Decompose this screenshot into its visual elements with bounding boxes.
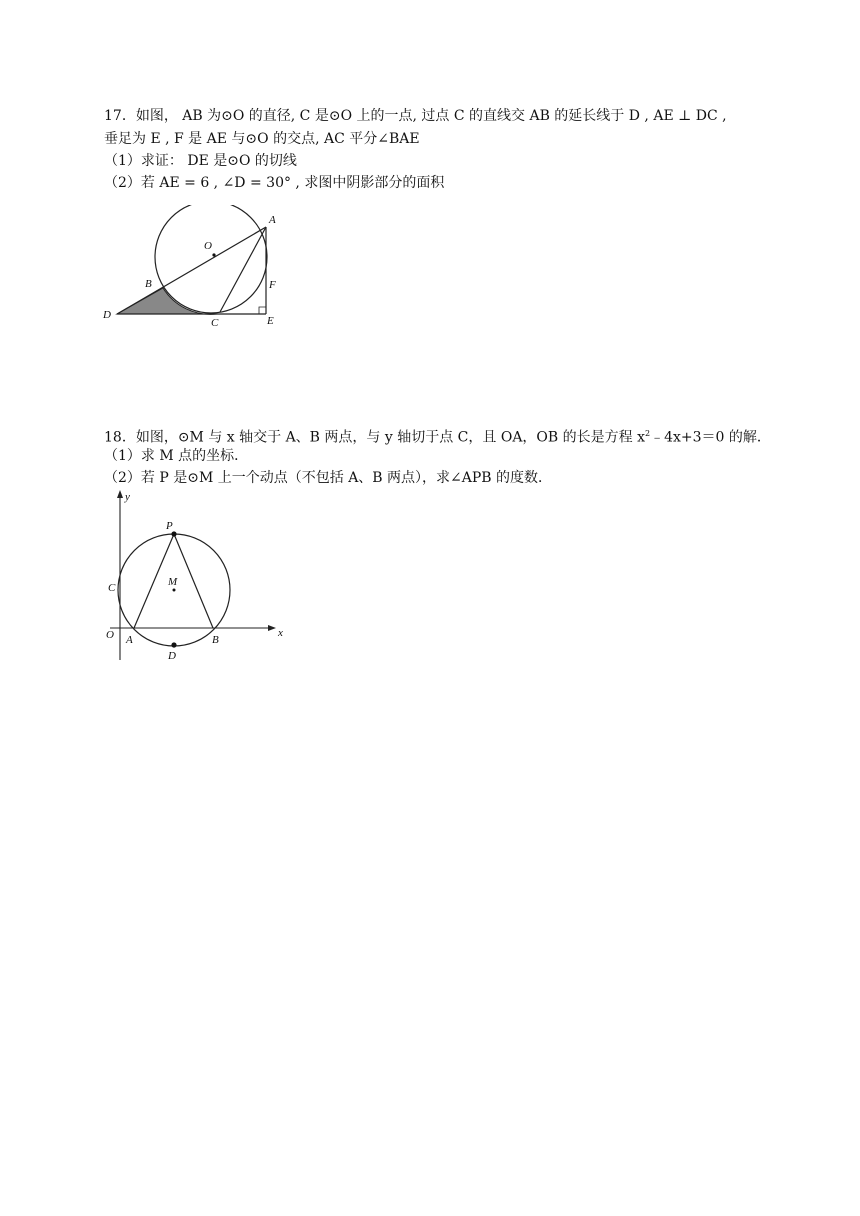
label-o: O (106, 629, 114, 641)
label-p: P (166, 520, 173, 532)
label-a: A (269, 214, 276, 226)
problem-17-part-2: （2）若 AE = 6 , ∠D = 30° , 求图中阴影部分的面积 (104, 175, 445, 191)
problem-17-statement-line-1: 17．如图， AB 为⊙O 的直径, C 是⊙O 上的一点, 过点 C 的直线交 AB 的延长线于 D , AE ⊥ DC , (104, 108, 727, 124)
label-f: F (269, 279, 276, 291)
label-x: x (278, 627, 283, 639)
line-da (117, 227, 266, 314)
center-point-m (173, 589, 176, 592)
label-m: M (168, 576, 178, 588)
y-axis-arrow (117, 490, 123, 498)
label-y: y (125, 491, 130, 503)
x-axis-arrow (268, 625, 276, 631)
label-o: O (204, 240, 212, 252)
point-p (171, 531, 176, 536)
problem-18-figure (100, 488, 300, 663)
label-c: C (108, 582, 116, 594)
label-d: D (103, 309, 111, 321)
problem-18-statement-part-a: 18．如图，⊙M 与 x 轴交于 A、B 两点，与 y 轴切于点 C，且 OA，OB 的长是方程 x (104, 429, 645, 446)
problem-17-part-1: （1）求证： DE 是⊙O 的切线 (104, 153, 297, 169)
center-point-o (212, 253, 215, 256)
problem-17-statement-line-2: 垂足为 E , F 是 AE 与⊙O 的交点, AC 平分∠BAE (104, 131, 420, 147)
problem-18-part-2: （2）若 P 是⊙M 上一个动点（不包括 A、B 两点），求∠APB 的度数． (104, 470, 553, 486)
line-pb (174, 534, 213, 628)
point-d (171, 642, 176, 647)
label-b: B (212, 634, 219, 646)
right-angle-mark (259, 307, 266, 314)
label-b: B (145, 278, 152, 290)
problem-17-figure (95, 205, 295, 335)
label-e: E (267, 315, 274, 327)
problem-18-part-1: （1）求 M 点的坐标． (104, 448, 249, 464)
label-d: D (168, 650, 176, 662)
label-c: C (211, 317, 219, 329)
problem-18-statement-part-b: ﹣4x+3＝0 的解． (650, 429, 771, 446)
problem-18-exponent: 2 (645, 429, 651, 438)
label-a: A (126, 634, 133, 646)
